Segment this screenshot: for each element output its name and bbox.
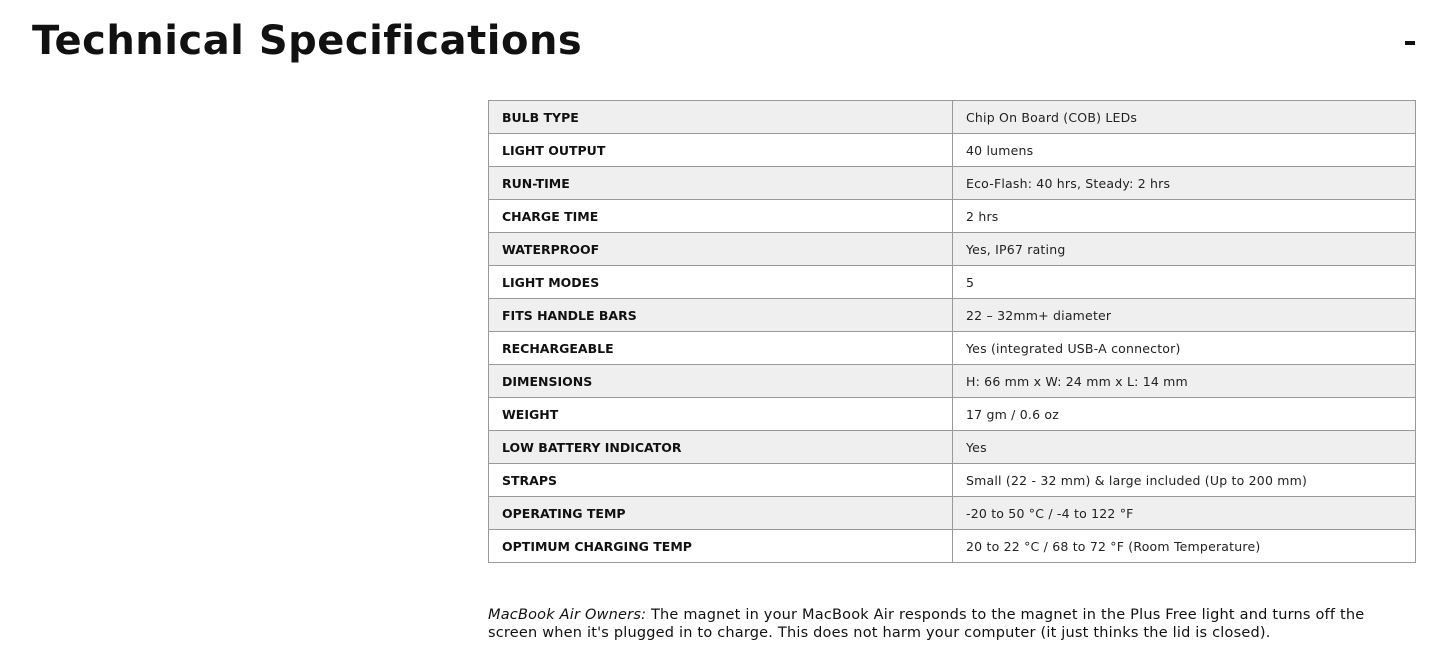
spec-value: 20 to 22 °C / 68 to 72 °F (Room Temperature) bbox=[953, 530, 1416, 563]
spec-table bbox=[488, 100, 1416, 563]
spec-row bbox=[489, 167, 1416, 200]
minus-icon bbox=[1405, 41, 1415, 45]
spec-label: FITS HANDLE BARS bbox=[489, 299, 953, 332]
spec-value: Yes, IP67 rating bbox=[953, 233, 1416, 266]
spec-value: Yes (integrated USB-A connector) bbox=[953, 332, 1416, 365]
section-header bbox=[32, 14, 1417, 70]
spec-value: -20 to 50 °C / -4 to 122 °F bbox=[953, 497, 1416, 530]
spec-row bbox=[489, 530, 1416, 563]
spec-row bbox=[489, 431, 1416, 464]
spec-label: STRAPS bbox=[489, 464, 953, 497]
spec-row bbox=[489, 233, 1416, 266]
spec-label: LIGHT OUTPUT bbox=[489, 134, 953, 167]
spec-value: 17 gm / 0.6 oz bbox=[953, 398, 1416, 431]
spec-value: Chip On Board (COB) LEDs bbox=[953, 101, 1416, 134]
spec-value: Eco-Flash: 40 hrs, Steady: 2 hrs bbox=[953, 167, 1416, 200]
note-body: The magnet in your MacBook Air responds to the magnet in the Plus Free light and turns off the screen when it's plugged in to charge. This does not harm your computer (it just thinks the lid is closed). bbox=[488, 607, 1365, 641]
spec-row bbox=[489, 464, 1416, 497]
spec-value: 5 bbox=[953, 266, 1416, 299]
spec-value: Small (22 - 32 mm) & large included (Up to 200 mm) bbox=[953, 464, 1416, 497]
spec-table-body bbox=[489, 101, 1416, 563]
macbook-note bbox=[488, 606, 1418, 642]
spec-row bbox=[489, 332, 1416, 365]
section-title: Technical Specifications bbox=[32, 18, 583, 64]
spec-value: 2 hrs bbox=[953, 200, 1416, 233]
spec-label: CHARGE TIME bbox=[489, 200, 953, 233]
spec-row bbox=[489, 200, 1416, 233]
spec-label: BULB TYPE bbox=[489, 101, 953, 134]
spec-label: RUN-TIME bbox=[489, 167, 953, 200]
spec-value: Yes bbox=[953, 431, 1416, 464]
spec-row bbox=[489, 134, 1416, 167]
spec-value: H: 66 mm x W: 24 mm x L: 14 mm bbox=[953, 365, 1416, 398]
note-lead: MacBook Air Owners: bbox=[488, 607, 647, 623]
spec-value: 22 – 32mm+ diameter bbox=[953, 299, 1416, 332]
spec-label: WATERPROOF bbox=[489, 233, 953, 266]
spec-label: DIMENSIONS bbox=[489, 365, 953, 398]
spec-row bbox=[489, 365, 1416, 398]
collapse-toggle-button[interactable] bbox=[1403, 36, 1417, 50]
spec-label: LOW BATTERY INDICATOR bbox=[489, 431, 953, 464]
spec-label: RECHARGEABLE bbox=[489, 332, 953, 365]
spec-label: WEIGHT bbox=[489, 398, 953, 431]
spec-label: OPTIMUM CHARGING TEMP bbox=[489, 530, 953, 563]
spec-label: LIGHT MODES bbox=[489, 266, 953, 299]
spec-row bbox=[489, 266, 1416, 299]
spec-row bbox=[489, 497, 1416, 530]
spec-value: 40 lumens bbox=[953, 134, 1416, 167]
spec-label: OPERATING TEMP bbox=[489, 497, 953, 530]
spec-row bbox=[489, 398, 1416, 431]
spec-row bbox=[489, 299, 1416, 332]
spec-row bbox=[489, 101, 1416, 134]
